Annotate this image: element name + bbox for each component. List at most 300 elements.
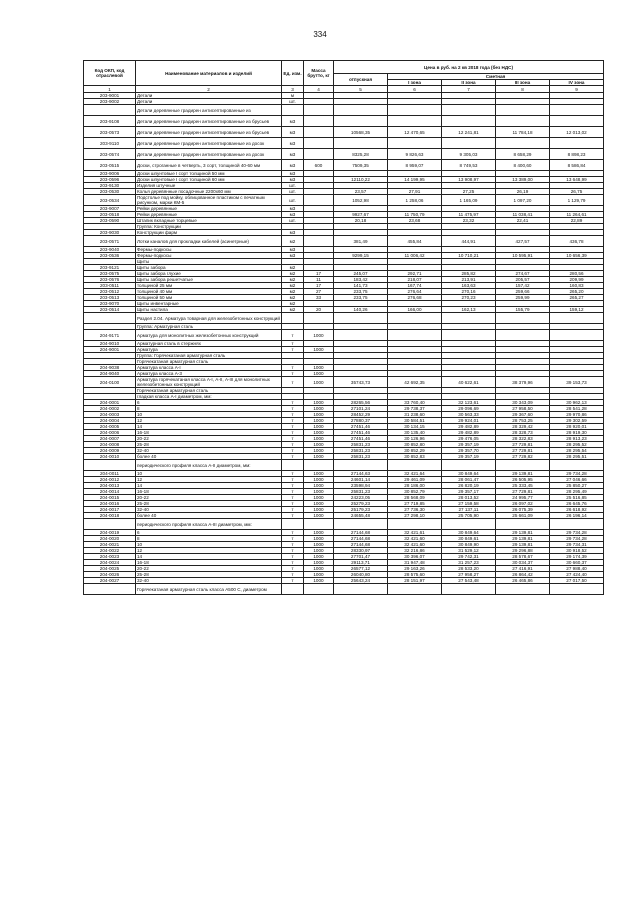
row-unit: м2 <box>282 271 304 277</box>
column-number: 4 <box>304 86 334 93</box>
row-zone3-price: 26,19 <box>496 189 550 195</box>
row-zone1-price: 276,68 <box>388 295 442 301</box>
row-name: Детали <box>136 93 282 99</box>
row-zone4-price: 13 648,99 <box>550 177 604 183</box>
row-mass: 1000 <box>304 566 334 572</box>
row-name: Штапик вкладные торцевые <box>136 218 282 224</box>
row-code: 203-9002 <box>84 99 136 105</box>
row-unit: шт. <box>282 189 304 195</box>
row-name: Группа: Арматурная сталь <box>136 324 282 330</box>
row-unit: м2 <box>282 236 304 247</box>
row-zone1-price: 27,91 <box>388 189 442 195</box>
row-code: 204-0015 <box>84 495 136 501</box>
row-mass: 1000 <box>304 454 334 460</box>
row-name: 20-22 <box>136 436 282 442</box>
row-mass: 1000 <box>304 477 334 483</box>
row-name: Щиты настила <box>136 307 282 313</box>
row-name: Детали деревянные градирен антисептированные из брусьев <box>136 127 282 138</box>
row-release-price: 1052,98 <box>334 195 388 206</box>
row-release-price: 24223,05 <box>334 495 388 501</box>
row-name: более 40 <box>136 513 282 519</box>
row-code <box>84 519 136 530</box>
row-zone4-price <box>550 460 604 471</box>
row-name: 10 <box>136 542 282 548</box>
row-zone4-price: 28 920,01 <box>550 424 604 430</box>
row-zone2-price <box>442 313 496 324</box>
row-zone1-price: 28 568,09 <box>388 495 442 501</box>
row-unit: шт. <box>282 195 304 206</box>
row-zone3-price: 259,99 <box>496 295 550 301</box>
row-zone4-price: 28 541,28 <box>550 406 604 412</box>
row-mass: 1000 <box>304 530 334 536</box>
table-row <box>84 105 604 116</box>
row-zone3-price: 28 329,42 <box>496 424 550 430</box>
row-unit: м2 <box>282 283 304 289</box>
row-release-price: 28452,29 <box>334 412 388 418</box>
row-zone4-price: 10 656,39 <box>550 253 604 259</box>
row-zone2-price: 29 476,05 <box>442 436 496 442</box>
row-name: Изделия штучные <box>136 183 282 189</box>
row-name: Арматурная сталь в стержнях <box>136 341 282 347</box>
row-zone4-price: 30 660,37 <box>550 560 604 566</box>
row-zone4-price: 26,75 <box>550 189 604 195</box>
row-code: 203-9108 <box>84 116 136 127</box>
row-code: 204-0008 <box>84 442 136 448</box>
row-zone3-price: 29 139,81 <box>496 536 550 542</box>
row-code: 203-9040 <box>84 247 136 253</box>
row-code: 204-9010 <box>84 341 136 347</box>
row-code: 204-0021 <box>84 542 136 548</box>
row-zone4-price: 280,56 <box>550 271 604 277</box>
row-zone1-price: 167,74 <box>388 283 442 289</box>
row-zone1-price <box>388 584 442 595</box>
row-mass: 20 <box>304 307 334 313</box>
row-unit: т <box>282 365 304 371</box>
row-code <box>84 584 136 595</box>
row-zone1-price <box>388 460 442 471</box>
row-release-price: 9927,67 <box>334 212 388 218</box>
row-zone1-price: 27 298,10 <box>388 513 442 519</box>
row-zone1-price: 455,84 <box>388 236 442 247</box>
row-zone4-price <box>550 138 604 149</box>
row-zone4-price: 28 295,49 <box>550 489 604 495</box>
row-release-price: 10568,35 <box>334 127 388 138</box>
header-mass: Масса брутто, кг <box>304 61 334 86</box>
row-unit: шт. <box>282 99 304 105</box>
row-release-price: 28265,56 <box>334 400 388 406</box>
row-name: Конструкции фарм <box>136 230 282 236</box>
row-zone1-price: 30 852,83 <box>388 454 442 460</box>
table-row <box>84 377 604 388</box>
page-number: 334 <box>313 30 327 39</box>
row-name: 12 <box>136 477 282 483</box>
row-zone3-price <box>496 138 550 149</box>
row-release-price: 27101,24 <box>334 406 388 412</box>
row-zone1-price: 30 584,51 <box>388 418 442 424</box>
row-unit: т <box>282 442 304 448</box>
row-zone3-price: 259,66 <box>496 289 550 295</box>
row-name: 8 <box>136 536 282 542</box>
row-release-price <box>334 313 388 324</box>
row-mass: 27 <box>304 289 334 295</box>
header-unit: Ед. изм. <box>282 61 304 86</box>
row-zone4-price: 27 988,40 <box>550 566 604 572</box>
row-zone4-price <box>550 116 604 127</box>
row-name: Арматура для монолитных железобетонных конструкций <box>136 330 282 341</box>
row-mass: 1000 <box>304 330 334 341</box>
row-name: Фермы-подкосы <box>136 253 282 259</box>
row-name: 32-40 <box>136 507 282 513</box>
row-zone2-price: 31 529,12 <box>442 548 496 554</box>
row-code: 204-0019 <box>84 530 136 536</box>
row-zone3-price: 205,57 <box>496 277 550 283</box>
row-zone3-price <box>496 313 550 324</box>
row-code: 204-9001 <box>84 347 136 353</box>
row-zone4-price: 159,12 <box>550 307 604 313</box>
row-unit: т <box>282 507 304 513</box>
row-zone2-price: 11 475,97 <box>442 212 496 218</box>
row-code: 203-0571 <box>84 236 136 247</box>
row-mass <box>304 236 334 247</box>
row-name: Детали <box>136 99 282 105</box>
row-code: 203-0576 <box>84 277 136 283</box>
row-zone4-price: 28 919,30 <box>550 430 604 436</box>
row-name: Горячекатаная арматурная сталь <box>136 388 282 394</box>
row-zone3-price: 28 578,67 <box>496 554 550 560</box>
row-code: 204-9038 <box>84 365 136 371</box>
row-mass: 1000 <box>304 371 334 377</box>
row-zone3-price <box>496 460 550 471</box>
row-code: 204-0007 <box>84 436 136 442</box>
row-unit <box>282 313 304 324</box>
header-zone1: I зона <box>388 80 442 86</box>
row-zone4-price <box>550 313 604 324</box>
row-zone3-price <box>496 116 550 127</box>
row-zone1-price <box>388 313 442 324</box>
row-zone2-price: 29 924,01 <box>442 418 496 424</box>
row-release-price: 28330,97 <box>334 548 388 554</box>
row-name: Горячекатаная арматурная сталь <box>136 359 282 365</box>
row-code: 204-0020 <box>84 536 136 542</box>
row-zone2-price: 25 705,90 <box>442 513 496 519</box>
row-mass: 600 <box>304 160 334 171</box>
row-mass: 1000 <box>304 495 334 501</box>
row-code: 203-0515 <box>84 160 136 171</box>
row-release-price: 183,42 <box>334 277 388 283</box>
column-number: 2 <box>136 86 282 93</box>
row-unit: м3 <box>282 247 304 253</box>
table-row <box>84 330 604 341</box>
row-name: Доски, строганные в четверть, 3 сорт, толщиной 40-60 мм <box>136 160 282 171</box>
row-zone1-price: 32 421,61 <box>388 530 442 536</box>
row-zone3-price: 26 864,42 <box>496 572 550 578</box>
row-code: 204-0006 <box>84 430 136 436</box>
row-name: Детали деревянные градирен антисептированные из досок <box>136 138 282 149</box>
row-code: 204-0018 <box>84 513 136 519</box>
header-zone4: IV зона <box>550 80 604 86</box>
row-mass: 1000 <box>304 471 334 477</box>
row-name: 10 <box>136 471 282 477</box>
row-name: 20-22 <box>136 495 282 501</box>
table-row <box>84 584 604 595</box>
row-name: 25-28 <box>136 572 282 578</box>
row-zone4-price: 27 017,50 <box>550 578 604 584</box>
table-row <box>84 236 604 247</box>
row-code: 204-0026 <box>84 572 136 578</box>
price-table <box>83 60 604 595</box>
row-zone3-price: 157,42 <box>496 283 550 289</box>
row-release-price: 245,07 <box>334 271 388 277</box>
row-zone3-price: 28 322,83 <box>496 436 550 442</box>
row-mass: 1000 <box>304 377 334 388</box>
row-unit: м2 <box>282 289 304 295</box>
row-release-price: 25179,23 <box>334 507 388 513</box>
row-zone4-price: 11 264,61 <box>550 212 604 218</box>
table-row <box>84 519 604 530</box>
row-name: 10 <box>136 412 282 418</box>
row-zone1-price: 32 421,64 <box>388 471 442 477</box>
row-code: 203-9007 <box>84 206 136 212</box>
row-mass: 1000 <box>304 507 334 513</box>
row-zone4-price: 29 734,28 <box>550 530 604 536</box>
row-name: Рейки деревянные <box>136 212 282 218</box>
row-mass <box>304 584 334 595</box>
row-zone2-price: 30 849,64 <box>442 471 496 477</box>
row-zone1-price: 30 852,80 <box>388 442 442 448</box>
row-zone4-price: 29 970,86 <box>550 412 604 418</box>
column-number: 3 <box>282 86 304 93</box>
row-release-price <box>334 116 388 127</box>
row-zone2-price: 30 563,33 <box>442 412 496 418</box>
row-unit: т <box>282 454 304 460</box>
row-zone3-price: 29 139,81 <box>496 530 550 536</box>
row-mass <box>304 127 334 138</box>
row-zone1-price <box>388 116 442 127</box>
row-zone2-price: 9 305,03 <box>442 149 496 160</box>
row-zone1-price: 32 421,60 <box>388 542 442 548</box>
row-mass: 1000 <box>304 365 334 371</box>
row-zone2-price: 26 820,19 <box>442 483 496 489</box>
row-name: Арматура <box>136 347 282 353</box>
row-code: 203-0511 <box>84 283 136 289</box>
row-zone3-price: 8 658,29 <box>496 149 550 160</box>
row-zone1-price: 30 852,79 <box>388 489 442 495</box>
row-code: 204-0016 <box>84 501 136 507</box>
row-mass <box>304 460 334 471</box>
row-zone3-price: 427,57 <box>496 236 550 247</box>
row-mass: 1000 <box>304 406 334 412</box>
row-zone3-price <box>496 584 550 595</box>
row-zone3-price: 11 038,41 <box>496 212 550 218</box>
row-name: Арматура горячекатаная класса А-I, А-II, А-III для монолитных железобетонных конструкций <box>136 377 282 388</box>
row-name: 20-22 <box>136 566 282 572</box>
row-release-price: 24655,48 <box>334 513 388 519</box>
row-release-price: 25279,23 <box>334 501 388 507</box>
row-zone2-price: 23,32 <box>442 218 496 224</box>
row-zone4-price: 28 295,51 <box>550 454 604 460</box>
row-unit: т <box>282 566 304 572</box>
row-zone3-price: 28 328,73 <box>496 430 550 436</box>
row-code: 204-0011 <box>84 471 136 477</box>
row-unit: т <box>282 424 304 430</box>
row-name: 14 <box>136 483 282 489</box>
row-mass: 1000 <box>304 572 334 578</box>
row-release-price: 27451,46 <box>334 430 388 436</box>
row-zone2-price: 30 849,64 <box>442 530 496 536</box>
row-zone3-price <box>496 330 550 341</box>
table-row <box>84 160 604 171</box>
row-unit: м3 <box>282 160 304 171</box>
row-zone1-price <box>388 105 442 116</box>
row-name: Щиты инвентарные <box>136 301 282 307</box>
row-zone1-price: 33 760,40 <box>388 400 442 406</box>
row-mass: 17 <box>304 283 334 289</box>
header-name: Наименование материалов и изделий <box>136 61 282 86</box>
row-release-price: 27451,46 <box>334 436 388 442</box>
row-zone2-price: 270,23 <box>442 295 496 301</box>
row-zone4-price: 28 913,23 <box>550 436 604 442</box>
row-release-price: 9299,15 <box>334 253 388 259</box>
row-release-price: 27144,68 <box>334 542 388 548</box>
header-zone3: III зона <box>496 80 550 86</box>
row-name: Щиты забора решетчатые <box>136 277 282 283</box>
row-release-price: 381,49 <box>334 236 388 247</box>
row-mass: 1000 <box>304 412 334 418</box>
row-code: 204-0013 <box>84 483 136 489</box>
row-release-price: 27144,68 <box>334 530 388 536</box>
row-zone2-price: 29 482,89 <box>442 430 496 436</box>
row-zone1-price: 8 959,07 <box>388 160 442 171</box>
row-unit: м <box>282 93 304 99</box>
row-name: 14 <box>136 554 282 560</box>
row-zone2-price: 29 357,19 <box>442 454 496 460</box>
row-zone4-price: 436,78 <box>550 236 604 247</box>
row-name: 6 <box>136 530 282 536</box>
row-unit: м3 <box>282 206 304 212</box>
row-release-price: 233,75 <box>334 295 388 301</box>
row-zone4-price: 8 898,23 <box>550 149 604 160</box>
row-code: 203-9121 <box>84 265 136 271</box>
row-mass <box>304 313 334 324</box>
row-mass: 1000 <box>304 436 334 442</box>
row-zone3-price: 26 075,39 <box>496 507 550 513</box>
row-zone1-price: 31 947,48 <box>388 560 442 566</box>
row-unit: м3 <box>282 138 304 149</box>
row-zone2-price <box>442 105 496 116</box>
row-unit: т <box>282 548 304 554</box>
row-release-price: 29113,71 <box>334 560 388 566</box>
row-zone2-price: 29 357,17 <box>442 489 496 495</box>
row-zone4-price: 25 850,27 <box>550 483 604 489</box>
row-zone2-price: 285,82 <box>442 271 496 277</box>
row-unit: т <box>282 536 304 542</box>
row-zone2-price: 29 482,89 <box>442 424 496 430</box>
row-code: 203-0573 <box>84 127 136 138</box>
row-name: 14 <box>136 424 282 430</box>
row-zone2-price: 1 165,09 <box>442 195 496 206</box>
row-zone1-price: 30 126,96 <box>388 436 442 442</box>
row-zone1-price <box>388 138 442 149</box>
row-name: Арматура класса А-3 <box>136 371 282 377</box>
row-code: 203-0514 <box>84 307 136 313</box>
row-mass: 1000 <box>304 501 334 507</box>
row-release-price <box>334 105 388 116</box>
row-zone4-price <box>550 330 604 341</box>
row-zone4-price: 12 013,02 <box>550 127 604 138</box>
row-name: 16-18 <box>136 430 282 436</box>
row-mass: 1000 <box>304 548 334 554</box>
row-name: Детали деревянные градирен антисептированные из <box>136 105 282 116</box>
row-release-price: 12110,22 <box>334 177 388 183</box>
row-name: Щиты <box>136 259 282 265</box>
row-zone3-price: 8 400,60 <box>496 160 550 171</box>
row-code: 204-0027 <box>84 578 136 584</box>
row-unit: м2 <box>282 265 304 271</box>
row-code: 203-9006 <box>84 171 136 177</box>
row-zone3-price: 29 296,88 <box>496 548 550 554</box>
row-zone3-price: 27 729,82 <box>496 454 550 460</box>
row-mass <box>304 149 334 160</box>
row-code: 203-0590 <box>84 218 136 224</box>
header-zone2: II зона <box>442 80 496 86</box>
row-zone2-price: 29 742,31 <box>442 554 496 560</box>
row-unit: т <box>282 412 304 418</box>
row-zone2-price: 8 749,53 <box>442 160 496 171</box>
row-code: 204-0012 <box>84 477 136 483</box>
row-zone2-price: 270,16 <box>442 289 496 295</box>
row-mass <box>304 105 334 116</box>
row-code: 204-0023 <box>84 554 136 560</box>
table-body <box>84 93 604 595</box>
row-zone1-price <box>388 330 442 341</box>
row-release-price <box>334 519 388 530</box>
row-zone1-price: 23,68 <box>388 218 442 224</box>
row-mass <box>304 138 334 149</box>
row-unit: м3 <box>282 127 304 138</box>
row-zone1-price: 42 692,35 <box>388 377 442 388</box>
row-name: толщиной 40 мм <box>136 289 282 295</box>
row-zone1-price: 11 006,42 <box>388 253 442 259</box>
row-name: 12 <box>136 548 282 554</box>
row-zone2-price <box>442 460 496 471</box>
row-mass: 11 <box>304 277 334 283</box>
row-unit: т <box>282 530 304 536</box>
row-zone4-price: 39 153,73 <box>550 377 604 388</box>
row-unit: м3 <box>282 230 304 236</box>
row-zone3-price: 13 389,00 <box>496 177 550 183</box>
row-mass <box>304 519 334 530</box>
row-code: 203-0518 <box>84 212 136 218</box>
row-release-price: 25831,23 <box>334 442 388 448</box>
row-code: 204-0001 <box>84 400 136 406</box>
row-zone4-price: 26 645,76 <box>550 501 604 507</box>
row-unit: т <box>282 418 304 424</box>
row-code: 204-0004 <box>84 418 136 424</box>
row-zone4-price <box>550 105 604 116</box>
row-unit <box>282 460 304 471</box>
row-release-price: 25831,23 <box>334 454 388 460</box>
row-code <box>84 460 136 471</box>
row-zone4-price: 30 962,13 <box>550 400 604 406</box>
row-zone3-price: 24 995,77 <box>496 495 550 501</box>
row-name: периодического профиля класса А-II диаметром, мм: <box>136 460 282 471</box>
row-zone3-price: 25 661,09 <box>496 513 550 519</box>
row-zone4-price: 28 295,52 <box>550 442 604 448</box>
row-zone3-price: 29 367,60 <box>496 412 550 418</box>
row-release-price: 141,73 <box>334 283 388 289</box>
row-zone4-price: 22,89 <box>550 218 604 224</box>
row-name: Группа: Горячекатаная арматурная сталь <box>136 353 282 359</box>
